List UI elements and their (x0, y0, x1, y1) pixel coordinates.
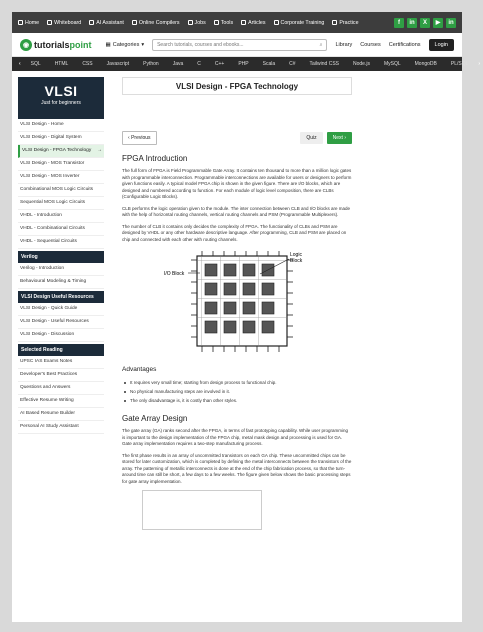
paragraph-fpga-3: The number of CLB it contains only decides the complexity of FPGA. The functionality of CLBs and PSM are designed by VHDL or any other hardware descriptive language. After programming, CLB and PSM are placed on chip and connected with each other with routing channels. (122, 223, 347, 242)
fpga-chip-diagram (162, 248, 312, 358)
sidebar-item-mos-inverter[interactable]: VLSI Design - MOS Inverter (18, 171, 104, 184)
list-item: The only disadvantage is, it is costly than other styles. (122, 396, 352, 405)
sidebar-item-digital-system[interactable]: VLSI Design - Digital System (18, 132, 104, 145)
sidebar-item-vhdl-comb[interactable]: VHDL - Combinational Circuits (18, 223, 104, 236)
clb-block (205, 302, 217, 314)
topbar-link-compilers[interactable]: Online Compilers (132, 20, 180, 26)
sidebar-heading-selected: Selected Reading (18, 344, 104, 356)
jobs-icon (188, 20, 193, 25)
categories-label: Categories (112, 41, 140, 48)
facebook-icon[interactable]: f (394, 18, 404, 28)
code-icon (132, 20, 137, 25)
next-button[interactable] (327, 132, 352, 144)
tech-tailwind[interactable]: Tailwind CSS (309, 61, 339, 67)
chevron-right-icon: › (342, 135, 346, 141)
sidebar-item-sequential[interactable]: Sequential MOS Logic Circuits (18, 197, 104, 210)
right-column (352, 71, 462, 530)
clb-block (224, 283, 236, 295)
tools-icon (214, 20, 219, 25)
tech-php[interactable]: PHP (238, 61, 249, 67)
tech-java[interactable]: Java (172, 61, 184, 67)
sidebar-item-ai-study[interactable]: Personal AI Study Assistant (18, 421, 104, 434)
sidebar-item-fpga[interactable] (18, 145, 104, 158)
gate-array-process-diagram (142, 490, 262, 530)
sidebar-item-vhdl-seq[interactable]: VHDL - Sequential Circuits (18, 236, 104, 249)
sidebar-item-resume[interactable]: Effective Resume Writing (18, 395, 104, 408)
clb-block (205, 264, 217, 276)
list-item: No physical manufacturing steps are involved in it. (122, 387, 352, 396)
topbar-link-tools[interactable]: Tools (214, 20, 233, 26)
paragraph-ga-2: The first phase results in an array of uncommitted transistors on each GA chip. These uncommitted chips can be stored for later customization, which is completed by defining the metal interconnects between the transistors of the array. The patterning of metallic interconnects is done at the end of the chip fabrication process, so that the turn-around time can still be short, a few days to a few weeks. The figure given below shows the basic processing steps for gate array implementation. (122, 452, 352, 484)
tech-css[interactable]: CSS (82, 61, 93, 67)
sidebar-banner (18, 77, 104, 119)
clb-block (262, 302, 274, 314)
tech-nodejs[interactable]: Node.js (353, 61, 370, 67)
topbar-link-jobs[interactable]: Jobs (188, 20, 206, 26)
top-bar (12, 12, 462, 33)
heading-advantages: Advantages (122, 366, 157, 374)
articles-icon (241, 20, 246, 25)
tech-plsql[interactable]: PL/SQL (450, 61, 469, 67)
sidebar-item-dev-practices[interactable]: Developer's Best Practices (18, 369, 104, 382)
search-placeholder: Search tutorials, courses and ebooks... (157, 41, 244, 48)
tech-c[interactable]: C (197, 61, 201, 67)
clb-block (243, 321, 255, 333)
topbar-link-home[interactable]: Home (18, 20, 39, 26)
sidebar-item-mos-transistor[interactable]: VLSI Design - MOS Transistor (18, 158, 104, 171)
nav-courses[interactable]: Courses (360, 41, 381, 48)
tech-prev-icon[interactable]: ‹ (19, 61, 21, 67)
tech-javascript[interactable]: Javascript (106, 61, 130, 67)
topbar-link-corporate[interactable]: Corporate Training (274, 20, 325, 26)
quiz-button[interactable]: Quiz (300, 132, 322, 144)
chevron-left-icon: ‹ (128, 135, 132, 141)
tech-scala[interactable]: Scala (262, 61, 276, 67)
pagination-row (122, 131, 352, 145)
topbar-link-articles[interactable]: Articles (241, 20, 265, 26)
header-nav (335, 39, 454, 51)
tech-bar (12, 57, 481, 71)
ai-icon (89, 20, 94, 25)
sidebar-heading-verilog: Verilog (18, 251, 104, 263)
logo-icon: ◉ (20, 39, 32, 51)
linkedin-icon[interactable]: in (407, 18, 417, 28)
tech-csharp[interactable]: C# (289, 61, 296, 67)
paragraph-fpga-1: The full form of FPGA is Field Programmable Gate Array. It contains ten thousand to more than a million logic gates with programmable interconnection. Programmable interconnections are available for users or designers to perform given functions easily. A typical model FPGA chip is shown in the given figure. There are I/O blocks, which are designed and numbered according to function. For each module of logic level composition, there are CLBs (Configurable Logic Blocks). (122, 168, 352, 200)
clb-block (243, 264, 255, 276)
tech-mysql[interactable]: MySQL (383, 61, 401, 67)
banner-title: VLSI (44, 83, 78, 99)
linkedin-icon-2[interactable]: in (446, 18, 456, 28)
sidebar-item-discussion[interactable]: VLSI Design - Discussion (18, 329, 104, 342)
sidebar-item-useful-resources[interactable]: VLSI Design - Useful Resources (18, 316, 104, 329)
topbar-link-whiteboard[interactable]: Whiteboard (47, 20, 81, 26)
topbar-link-ai-assistant[interactable]: AI Assistant (89, 20, 124, 26)
page-title: VLSI Design - FPGA Technology (122, 77, 352, 95)
logo-suffix: point (69, 39, 92, 50)
io-block-label: I/O Block (164, 271, 185, 278)
search-input[interactable] (152, 39, 327, 51)
nav-certifications[interactable]: Certifications (388, 41, 421, 48)
sidebar-item-combinational[interactable]: Combinational MOS Logic Circuits (18, 184, 104, 197)
sidebar-item-vhdl-intro[interactable]: VHDL - Introduction (18, 210, 104, 223)
clb-block (205, 321, 217, 333)
sidebar (12, 71, 110, 530)
sidebar-item-label: VLSI Design - FPGA Technology (22, 147, 92, 153)
logic-label: Logic (290, 252, 302, 259)
tech-python[interactable]: Python (143, 61, 159, 67)
sidebar-heading-resources: VLSI Design Useful Resources (18, 291, 104, 303)
sidebar-item-verilog-intro[interactable]: Verilog - Introduction (18, 263, 104, 276)
clb-block (224, 321, 236, 333)
page (12, 12, 481, 622)
sidebar-item-behavioural[interactable]: Behavioural Modeling & Timing (18, 276, 104, 289)
heading-gate-array: Gate Array Design (122, 414, 188, 424)
clb-block (205, 283, 217, 295)
paragraph-fpga-2: CLB performs the logic operation given to the module. The inter connection between CLB and I/O blocks are made with the help of horizontal routing channels, vertical routing channels and PSM (Programmable Multiplexers). (122, 205, 351, 218)
categories-dropdown[interactable] (106, 42, 145, 48)
content (12, 71, 462, 530)
social-links (394, 18, 456, 28)
sidebar-item-ai-resume[interactable]: AI Based Resume Builder (18, 408, 104, 421)
corporate-icon (274, 20, 279, 25)
tech-cpp[interactable]: C++ (214, 61, 225, 67)
topbar-link-practice[interactable]: Practice (332, 20, 358, 26)
clb-block (224, 302, 236, 314)
next-label: Next (332, 135, 343, 141)
youtube-icon[interactable]: ▶ (433, 18, 443, 28)
paragraph-ga-1: The gate array (GA) ranks second after the FPGA, in terms of fast prototyping capability. While user programming is important to the design implementation of the FPGA chip, metal mask design and processing is used for GA. Gate array implementation requires a two-step manufacturing process. (122, 428, 349, 447)
sidebar-item-quick-guide[interactable]: VLSI Design - Quick Guide (18, 303, 104, 316)
whiteboard-icon (47, 20, 52, 25)
arrow-right-icon: → (97, 147, 102, 153)
block-label: Block (290, 258, 303, 265)
sidebar-item-home[interactable]: VLSI Design - Home (18, 119, 104, 132)
main-content (110, 71, 352, 530)
login-button[interactable]: Login (429, 39, 454, 51)
sidebar-item-qa[interactable]: Questions and Answers (18, 382, 104, 395)
tech-sql[interactable]: SQL (30, 61, 41, 67)
search-icon[interactable]: ⌕ (319, 41, 323, 48)
home-icon (18, 20, 23, 25)
header (12, 33, 462, 57)
list-item: It requires very small time; starting from design process to functional chip. (122, 378, 352, 387)
previous-button[interactable] (122, 131, 157, 145)
clb-block (224, 264, 236, 276)
clb-block (262, 321, 274, 333)
tech-next-icon[interactable]: › (478, 61, 481, 67)
advantages-list (122, 378, 352, 405)
grid-icon: ▦ (105, 41, 111, 48)
x-icon[interactable]: X (420, 18, 430, 28)
tech-html[interactable]: HTML (54, 61, 69, 67)
previous-label: Previous (131, 135, 151, 141)
practice-icon (332, 20, 337, 25)
clb-block (262, 283, 274, 295)
heading-fpga-intro: FPGA Introduction (122, 154, 188, 163)
chevron-down-icon: ▾ (141, 41, 145, 48)
clb-block (243, 302, 255, 314)
clb-block (243, 283, 255, 295)
nav-library[interactable]: Library (335, 41, 353, 48)
logo-prefix: tutorials (34, 39, 70, 50)
banner-subtitle: Just for beginners (41, 100, 81, 106)
logo[interactable] (20, 39, 92, 51)
tech-mongodb[interactable]: MongoDB (414, 61, 437, 67)
sidebar-item-upsc[interactable]: UPSC IAS Exams Notes (18, 356, 104, 369)
